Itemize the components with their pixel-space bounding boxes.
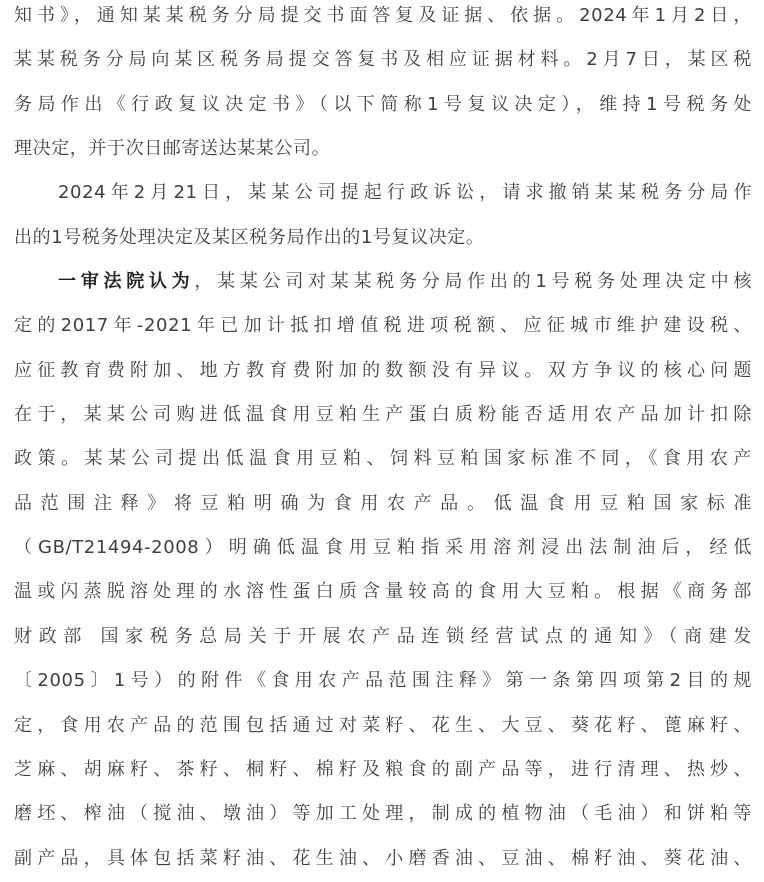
paragraph-2-line-1: 2024年2月21日，某某公司提起行政诉讼，请求撤销某某税务分局作: [58, 182, 752, 204]
paragraph-3-line-8: 温或闪蒸脱溶处理的水溶性蛋白质含量较高的食用大豆粕。根据《商务部: [14, 581, 752, 603]
paragraph-3-line-7: （GB/T21494-2008）明确低温食用豆粕指采用溶剂浸出法制油后，经低: [14, 537, 752, 559]
paragraph-1-line-3: 务局作出《行政复议决定书》（以下简称1号复议决定），维持1号税务处: [14, 93, 752, 115]
paragraph-3-line-1: [14, 260, 752, 304]
document-body: [14, 0, 752, 881]
paragraph-3-line-9: 财政部 国家税务总局关于开展农产品连锁经营试点的通知》（商建发: [14, 625, 752, 647]
paragraph-1-line-2: 某某税务分局向某区税务局提交答复书及相应证据材料。2月7日，某区税: [14, 49, 752, 71]
court-opinion-heading: 一审法院认为: [58, 271, 195, 293]
paragraph-1-line-4: 理决定，并于次日邮寄送达某某公司。: [14, 138, 331, 160]
paragraph-3-line-13: 磨坯、榨油（搅油、墩油）等加工处理，制成的植物油（毛油）和饼粕等: [14, 803, 752, 825]
paragraph-3-line-1-text: ，某某公司对某某税务分局作出的1号税务处理决定中核: [194, 271, 752, 293]
paragraph-1-line-1: 知书》，通知某某税务分局提交书面答复及证据、依据。2024年1月2日，: [14, 5, 752, 26]
paragraph-3-line-5: 政策。某某公司提出低温食用豆粕、饲料豆粕国家标准不同，《食用农产: [14, 448, 752, 470]
paragraph-2-line-2: 出的1号税务处理决定及某区税务局作出的1号复议决定。: [14, 226, 485, 248]
paragraph-3-line-10: 〔2005〕1号）的附件《食用农产品范围注释》第一条第四项第2目的规: [14, 670, 752, 692]
paragraph-3-line-4: 在于，某某公司购进低温食用豆粕生产蛋白质粉能否适用农产品加计扣除: [14, 404, 752, 426]
paragraph-3-line-14: 副产品，具体包括菜籽油、花生油、小磨香油、豆油、棉籽油、葵花油、: [14, 847, 752, 869]
paragraph-3-line-11: 定，食用农产品的范围包括通过对菜籽、花生、大豆、葵花籽、蓖麻籽、: [14, 714, 752, 736]
paragraph-3-line-2: 定的2017年-2021年已加计抵扣增值税进项税额、应征城市维护建设税、: [14, 315, 752, 337]
paragraph-3-line-6: 品范围注释》将豆粕明确为食用农产品。低温食用豆粕国家标准: [14, 492, 752, 514]
paragraph-3-line-12: 芝麻、胡麻籽、茶籽、桐籽、棉籽及粮食的副产品等，进行清理、热炒、: [14, 758, 752, 780]
paragraph-3-line-3: 应征教育费附加、地方教育费附加的数额没有异议。双方争议的核心问题: [14, 359, 752, 381]
